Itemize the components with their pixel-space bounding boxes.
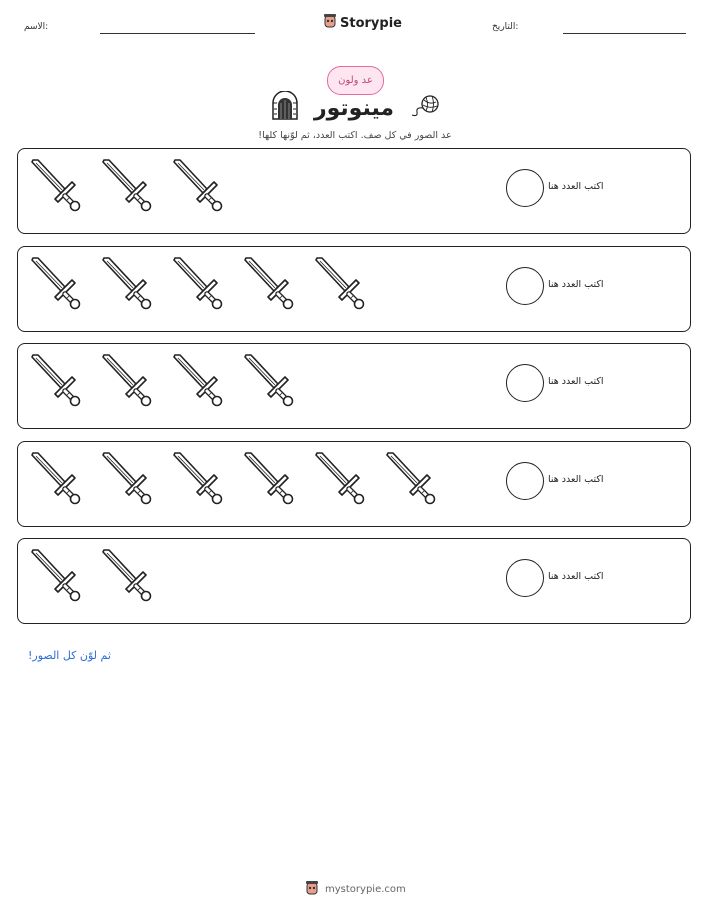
sword-group [29,257,365,315]
answer-circle[interactable] [506,364,544,402]
write-number-label: اكتب العدد هنا [548,571,604,582]
sword-icon [171,159,223,217]
sword-icon [29,354,81,412]
dungeon-door-icon [270,91,300,125]
sword-icon [29,452,81,510]
write-number-label: اكتب العدد هنا [548,376,604,387]
sword-icon [313,257,365,315]
date-line [563,33,686,34]
instructions: عد الصور في كل صف. اكتب العدد، ثم لوّنها كلها! [258,130,452,141]
storypie-mascot-icon [323,13,337,33]
sword-icon [242,257,294,315]
count-row [17,538,691,624]
yarn-ball-icon [408,93,440,123]
answer-circle[interactable] [506,559,544,597]
sword-icon [384,452,436,510]
answer-circle[interactable] [506,267,544,305]
sword-icon [29,549,81,607]
count-row [17,246,691,332]
sword-icon [100,257,152,315]
page-title: مينوتور [313,95,395,121]
answer-circle[interactable] [506,462,544,500]
name-label: الاسم: [24,22,49,32]
write-number-label: اكتب العدد هنا [548,473,604,485]
activity-badge: عد ولون [327,66,384,95]
answer-circle[interactable] [506,169,544,207]
sword-icon [313,452,365,510]
footer-note: ثم لوّن كل الصور! [28,649,111,662]
sword-icon [171,354,223,412]
sword-icon [242,452,294,510]
sword-icon [100,452,152,510]
brand-name: Storypie [340,15,402,31]
sword-icon [100,159,152,217]
sword-icon [100,549,152,607]
sword-group [29,159,223,217]
site-footer [305,880,406,899]
sword-group [29,354,294,412]
write-number-label: اكتب العدد هنا [548,181,604,192]
sword-icon [171,452,223,510]
count-row [17,441,691,527]
title-row [270,92,440,124]
sword-icon [242,354,294,412]
date-label: التاريخ: [492,22,519,32]
write-number-label: اكتب العدد هنا [548,278,604,290]
storypie-mascot-icon [305,880,319,899]
count-row [17,343,691,429]
sword-group [29,549,152,607]
sword-icon [100,354,152,412]
count-row [17,148,691,234]
name-line [100,33,255,34]
sword-group [29,452,436,510]
brand-logo [323,13,402,33]
site-url: mystorypie.com [325,884,406,895]
sword-icon [29,257,81,315]
sword-icon [29,159,81,217]
sword-icon [171,257,223,315]
